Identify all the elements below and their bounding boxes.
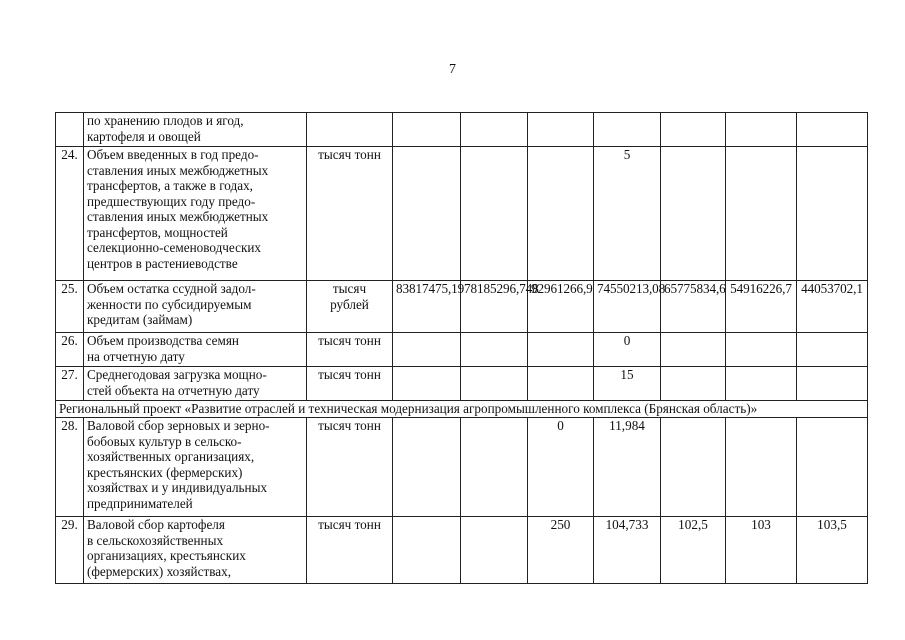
indicator-name	[84, 367, 307, 401]
indicator-name-line: бобовых культур в сельско-	[87, 433, 242, 449]
indicator-name-line: на отчетную дату	[87, 348, 185, 364]
indicator-name-line: крестьянских (фермерских)	[87, 464, 243, 480]
value-cell	[393, 147, 461, 281]
table-row	[56, 281, 868, 333]
indicator-name	[84, 418, 307, 517]
value-cell: 102,5	[661, 517, 726, 584]
indicator-name-line: Объем остатка ссудной задол-	[87, 281, 256, 296]
value-cell	[393, 113, 461, 147]
value-cell	[461, 517, 528, 584]
value-cell	[797, 333, 868, 367]
indicator-name-line: стей объекта на отчетную дату	[87, 382, 260, 398]
value-cell	[726, 367, 797, 401]
indicator-name-line: предпринимателей	[87, 495, 193, 511]
value-cell: 103,5	[797, 517, 868, 584]
value-cell	[461, 113, 528, 147]
value-cell	[661, 418, 726, 517]
unit-cell	[307, 333, 393, 367]
value-cell	[393, 418, 461, 517]
value-cell	[726, 147, 797, 281]
value-cell: 83817475,19	[393, 281, 461, 333]
indicator-name-line: селекционно-семеноводческих	[87, 240, 262, 255]
value-cell	[461, 147, 528, 281]
value-cell	[594, 113, 661, 147]
table-row	[56, 367, 868, 401]
value-cell	[461, 367, 528, 401]
value-cell	[661, 333, 726, 367]
indicator-name-line: Среднегодовая загрузка мощно-	[87, 367, 267, 382]
indicator-name-line: кредитам (займам)	[87, 312, 193, 327]
row-number: 27.	[56, 367, 84, 401]
row-number: 28.	[56, 418, 84, 517]
indicator-name-line: (фермерских) хозяйствах,	[87, 563, 232, 579]
value-cell: 92961266,9	[528, 281, 594, 333]
indicator-name	[84, 517, 307, 584]
value-cell	[797, 418, 868, 517]
table-row	[56, 147, 868, 281]
value-cell: 74550213,08	[594, 281, 661, 333]
value-cell	[797, 113, 868, 147]
indicator-name-line: картофеля и овощей	[87, 128, 201, 144]
unit-line: тысяч тонн	[318, 367, 381, 382]
indicator-name-line: центров в растениеводстве	[87, 255, 238, 271]
indicator-name-line: ставления иных межбюджетных	[87, 162, 269, 178]
indicator-name-line: в сельскохозяйственных	[87, 532, 224, 548]
value-cell	[797, 147, 868, 281]
row-number: 25.	[56, 281, 84, 333]
row-number: 29.	[56, 517, 84, 584]
indicator-name-line: предшествующих году предо-	[87, 193, 256, 209]
row-number: 26.	[56, 333, 84, 367]
indicator-name-line: по хранению плодов и ягод,	[87, 113, 244, 128]
indicator-name-line: Валовой сбор картофеля	[87, 517, 225, 532]
unit-cell	[307, 147, 393, 281]
value-cell: 5	[594, 147, 661, 281]
value-cell	[726, 418, 797, 517]
indicator-name	[84, 113, 307, 147]
indicator-name-line: хозяйствах и у индивидуальных	[87, 480, 268, 495]
unit-line: тысяч	[332, 281, 367, 296]
value-cell	[528, 113, 594, 147]
value-cell	[528, 367, 594, 401]
value-cell	[528, 333, 594, 367]
value-cell: 0	[594, 333, 661, 367]
indicator-name	[84, 333, 307, 367]
value-cell: 65775834,6	[661, 281, 726, 333]
value-cell	[661, 113, 726, 147]
value-cell: 11,984	[594, 418, 661, 517]
table-row	[56, 113, 868, 147]
table-row	[56, 517, 868, 584]
table-row	[56, 333, 868, 367]
unit-line: тысяч тонн	[318, 333, 381, 348]
value-cell	[726, 113, 797, 147]
page-number: 7	[449, 62, 456, 77]
value-cell	[661, 367, 726, 401]
indicator-name-line: Объем производства семян	[87, 333, 239, 348]
value-cell: 44053702,1	[797, 281, 868, 333]
indicator-name	[84, 281, 307, 333]
indicator-name-line: Объем введенных в год предо-	[87, 147, 259, 162]
value-cell	[393, 517, 461, 584]
indicator-name-line: трансфертов, а также в годах,	[87, 178, 253, 193]
unit-line: рублей	[330, 296, 369, 312]
unit-line: тысяч тонн	[318, 517, 381, 532]
value-cell	[393, 333, 461, 367]
value-cell	[461, 418, 528, 517]
value-cell	[393, 367, 461, 401]
unit-cell	[307, 517, 393, 584]
value-cell: 15	[594, 367, 661, 401]
value-cell	[461, 333, 528, 367]
indicator-name-line: ставления иных межбюджетных	[87, 209, 269, 224]
unit-cell	[307, 113, 393, 147]
unit-cell	[307, 281, 393, 333]
unit-line: тысяч тонн	[318, 418, 381, 433]
section-row	[56, 401, 868, 418]
indicator-name-line: Валовой сбор зерновых и зерно-	[87, 418, 270, 433]
value-cell: 54916226,7	[726, 281, 797, 333]
value-cell: 103	[726, 517, 797, 584]
indicators-table	[55, 112, 868, 584]
value-cell	[661, 147, 726, 281]
indicator-name	[84, 147, 307, 281]
value-cell: 78185296,748	[461, 281, 528, 333]
section-title: Региональный проект «Развитие отраслей и техническая модернизация агропромышленного комплекса (Брянская область)»	[56, 401, 868, 418]
table-row	[56, 418, 868, 517]
indicator-name-line: организациях, крестьянских	[87, 548, 246, 563]
value-cell	[528, 147, 594, 281]
value-cell: 104,733	[594, 517, 661, 584]
indicator-name-line: трансфертов, мощностей	[87, 224, 228, 240]
value-cell: 0	[528, 418, 594, 517]
value-cell	[797, 367, 868, 401]
indicator-name-line: хозяйственных организациях,	[87, 449, 255, 464]
unit-cell	[307, 418, 393, 517]
row-number	[56, 113, 84, 147]
value-cell	[726, 333, 797, 367]
unit-cell	[307, 367, 393, 401]
value-cell: 250	[528, 517, 594, 584]
row-number: 24.	[56, 147, 84, 281]
indicator-name-line: женности по субсидируемым	[87, 296, 252, 312]
unit-line: тысяч тонн	[318, 147, 381, 162]
